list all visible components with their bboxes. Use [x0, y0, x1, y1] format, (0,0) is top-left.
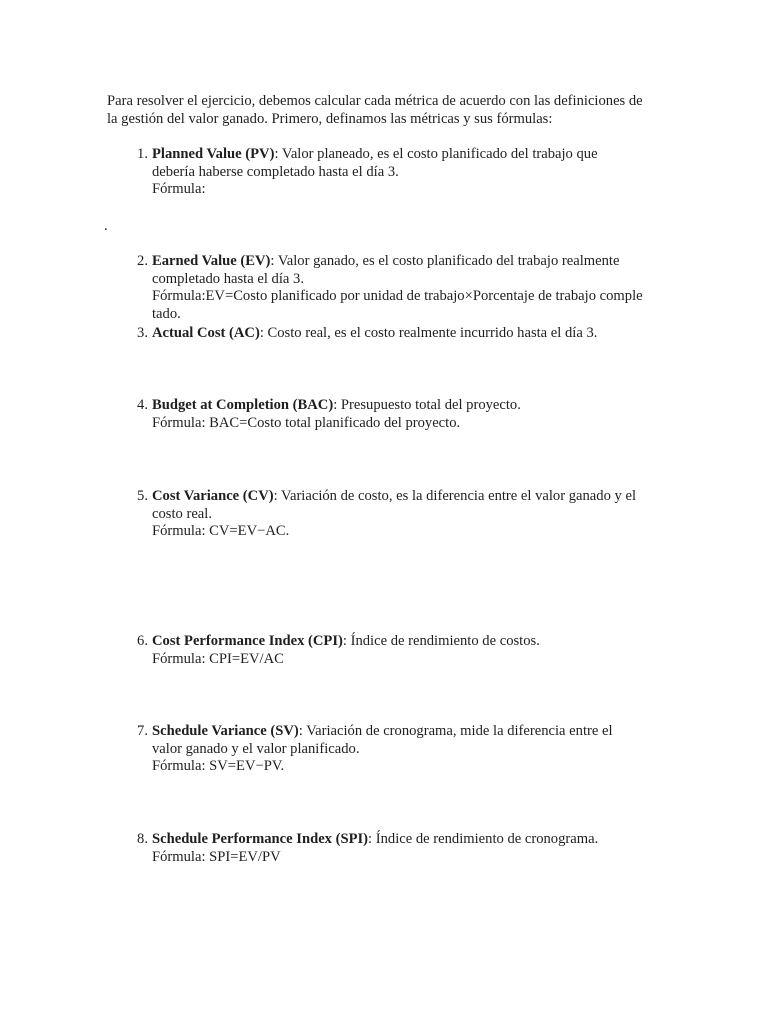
- item-definition-line-1: [152, 633, 667, 651]
- list-number: 5.: [137, 488, 148, 504]
- item-formula: Fórmula: BAC=Costo total planificado del proyecto.: [152, 414, 461, 431]
- list-number: 1.: [137, 146, 148, 162]
- list-item-spi: [107, 831, 667, 866]
- term-description: : Costo real, es el costo realmente incurrido hasta el día 3.: [259, 325, 598, 341]
- term-label: Actual Cost (AC): [152, 325, 260, 341]
- list-item-ev: [107, 253, 667, 323]
- term-label: Cost Performance Index (CPI): [152, 633, 343, 649]
- list-item-cpi: [107, 633, 667, 668]
- item-formula: Fórmula:: [152, 181, 206, 197]
- list-number: 4.: [137, 397, 148, 413]
- term-label: Schedule Variance (SV): [152, 723, 299, 739]
- list-number: 2.: [137, 253, 148, 269]
- item-definition-line-2: valor ganado y el valor planificado.: [152, 740, 360, 757]
- term-description: : Variación de costo, es la diferencia entre el valor ganado y el: [273, 488, 637, 504]
- item-definition-line-1: [152, 831, 667, 849]
- intro-line-1: Para resolver el ejercicio, debemos calcular cada métrica de acuerdo con las definiciones de: [107, 93, 643, 109]
- term-label: Schedule Performance Index (SPI): [152, 831, 369, 847]
- list-item-cv: [107, 488, 667, 541]
- item-definition-line-1: [152, 723, 667, 741]
- intro-paragraph: [107, 93, 667, 128]
- item-formula-continued: tado.: [152, 305, 181, 322]
- term-label: Earned Value (EV): [152, 253, 271, 269]
- term-description: : Presupuesto total del proyecto.: [333, 397, 521, 413]
- term-description: : Valor planeado, es el costo planificado del trabajo que: [274, 146, 598, 162]
- term-label: Planned Value (PV): [152, 146, 275, 162]
- list-item-sv: [107, 723, 667, 776]
- item-formula: Fórmula: SPI=EV/PV: [152, 848, 281, 865]
- list-item-bac: [107, 397, 667, 432]
- term-label: Cost Variance (CV): [152, 488, 274, 504]
- list-number: 6.: [137, 633, 148, 649]
- item-definition-line-2: debería haberse completado hasta el día 3.: [152, 163, 399, 180]
- item-definition-line-1: [152, 397, 667, 415]
- item-definition-line-2: completado hasta el día 3.: [152, 270, 304, 287]
- item-formula: Fórmula:EV=Costo planificado por unidad de trabajo×Porcentaje de trabajo comple: [152, 288, 643, 304]
- term-description: : Índice de rendimiento de costos.: [342, 633, 540, 649]
- item-formula: Fórmula: CPI=EV/AC: [152, 650, 284, 667]
- item-definition-line-2: costo real.: [152, 505, 212, 522]
- intro-line-2: la gestión del valor ganado. Primero, definamos las métricas y sus fórmulas:: [107, 110, 553, 127]
- item-definition-line-1: [152, 325, 667, 343]
- stray-dot: .: [104, 218, 108, 234]
- list-item-pv: [107, 146, 667, 199]
- list-number: 8.: [137, 831, 148, 847]
- term-description: : Índice de rendimiento de cronograma.: [368, 831, 599, 847]
- item-formula: Fórmula: SV=EV−PV.: [152, 758, 285, 774]
- term-label: Budget at Completion (BAC): [152, 397, 334, 413]
- item-definition-line-1: [152, 253, 667, 271]
- item-formula: Fórmula: CV=EV−AC.: [152, 523, 290, 539]
- item-definition-line-1: [152, 146, 667, 164]
- list-item-ac: [107, 325, 667, 343]
- list-number: 3.: [137, 325, 148, 341]
- term-description: : Valor ganado, es el costo planificado del trabajo realmente: [270, 253, 620, 269]
- item-definition-line-1: [152, 488, 667, 506]
- list-number: 7.: [137, 723, 148, 739]
- term-description: : Variación de cronograma, mide la diferencia entre el: [298, 723, 613, 739]
